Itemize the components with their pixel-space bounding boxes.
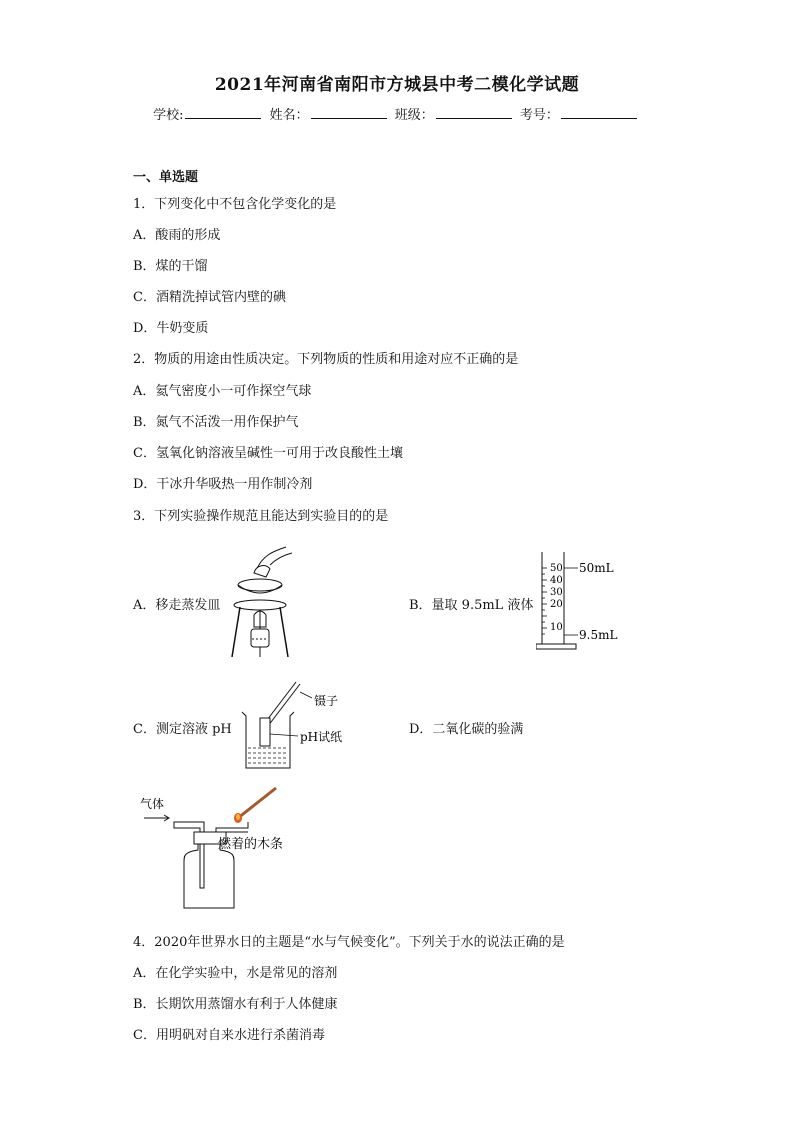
tweezers-label: 镊子 — [314, 694, 339, 708]
exam-no-label: 考号： — [519, 108, 559, 123]
q2-option-c: C．氢氧化钠溶液呈碱性一可用于改良酸性土壤 — [133, 446, 403, 461]
gas-bottle-figure — [138, 786, 298, 916]
q2-option-a: A．氦气密度小一可作探空气球 — [133, 384, 312, 399]
q4-stem: 4．2020年世界水日的主题是“水与气候变化”。下列关于水的说法正确的是 — [133, 935, 565, 950]
q3-option-a: A．移走蒸发皿 — [133, 598, 221, 613]
label-50ml: 50mL — [579, 561, 614, 575]
ph-paper-label: pH试纸 — [300, 730, 343, 744]
q4-option-b: B．长期饮用蒸馏水有利于人体健康 — [133, 997, 338, 1012]
class-blank — [436, 108, 512, 119]
scale-10: 10 — [550, 622, 563, 633]
q3-option-b: B．量取 9.5mL 液体 — [409, 598, 534, 613]
stick-label: 燃着的木条 — [218, 837, 284, 852]
q3-option-c: C．测定溶液 pH — [133, 722, 232, 737]
graduated-cylinder-figure — [536, 548, 620, 658]
scale-20: 20 — [550, 599, 563, 610]
q4-option-a: A．在化学实验中，水是常见的溶剂 — [133, 966, 338, 981]
q1-stem: 1．下列变化中不包含化学变化的是 — [133, 197, 337, 212]
q3-option-d: D．二氧化碳的验满 — [409, 722, 524, 737]
q2-option-b: B．氮气不活泼一用作保护气 — [133, 415, 299, 430]
section-heading: 一、单选题 — [133, 170, 199, 185]
evaporating-dish-figure — [226, 545, 298, 669]
q1-option-b: B．煤的干馏 — [133, 259, 208, 274]
school-blank — [185, 108, 261, 119]
q1-option-a: A．酸雨的形成 — [133, 228, 221, 243]
q3-stem: 3．下列实验操作规范且能达到实验目的的是 — [133, 509, 389, 524]
school-label: 学校: — [153, 108, 184, 123]
gas-label: 气体 — [140, 797, 165, 811]
exam-no-blank — [561, 108, 637, 119]
page-title: 2021年河南省南阳市方城县中考二模化学试题 — [214, 75, 580, 95]
name-blank — [311, 108, 387, 119]
class-label: 班级： — [394, 108, 434, 123]
label-9-5ml: 9.5mL — [579, 628, 618, 642]
scale-30: 30 — [550, 587, 563, 598]
scale-40: 40 — [550, 575, 563, 586]
q1-option-c: C．酒精洗掉试管内壁的碘 — [133, 290, 286, 305]
scale-50: 50 — [550, 563, 563, 574]
q4-option-c: C．用明矾对自来水进行杀菌消毒 — [133, 1028, 325, 1043]
q2-stem: 2．物质的用途由性质决定。下列物质的性质和用途对应不正确的是 — [133, 352, 519, 367]
name-label: 姓名： — [269, 108, 309, 123]
ph-test-figure — [238, 678, 358, 782]
student-info-line — [0, 104, 794, 123]
q2-option-d: D．干冰升华吸热一用作制冷剂 — [133, 477, 313, 492]
q1-option-d: D．牛奶变质 — [133, 321, 209, 336]
